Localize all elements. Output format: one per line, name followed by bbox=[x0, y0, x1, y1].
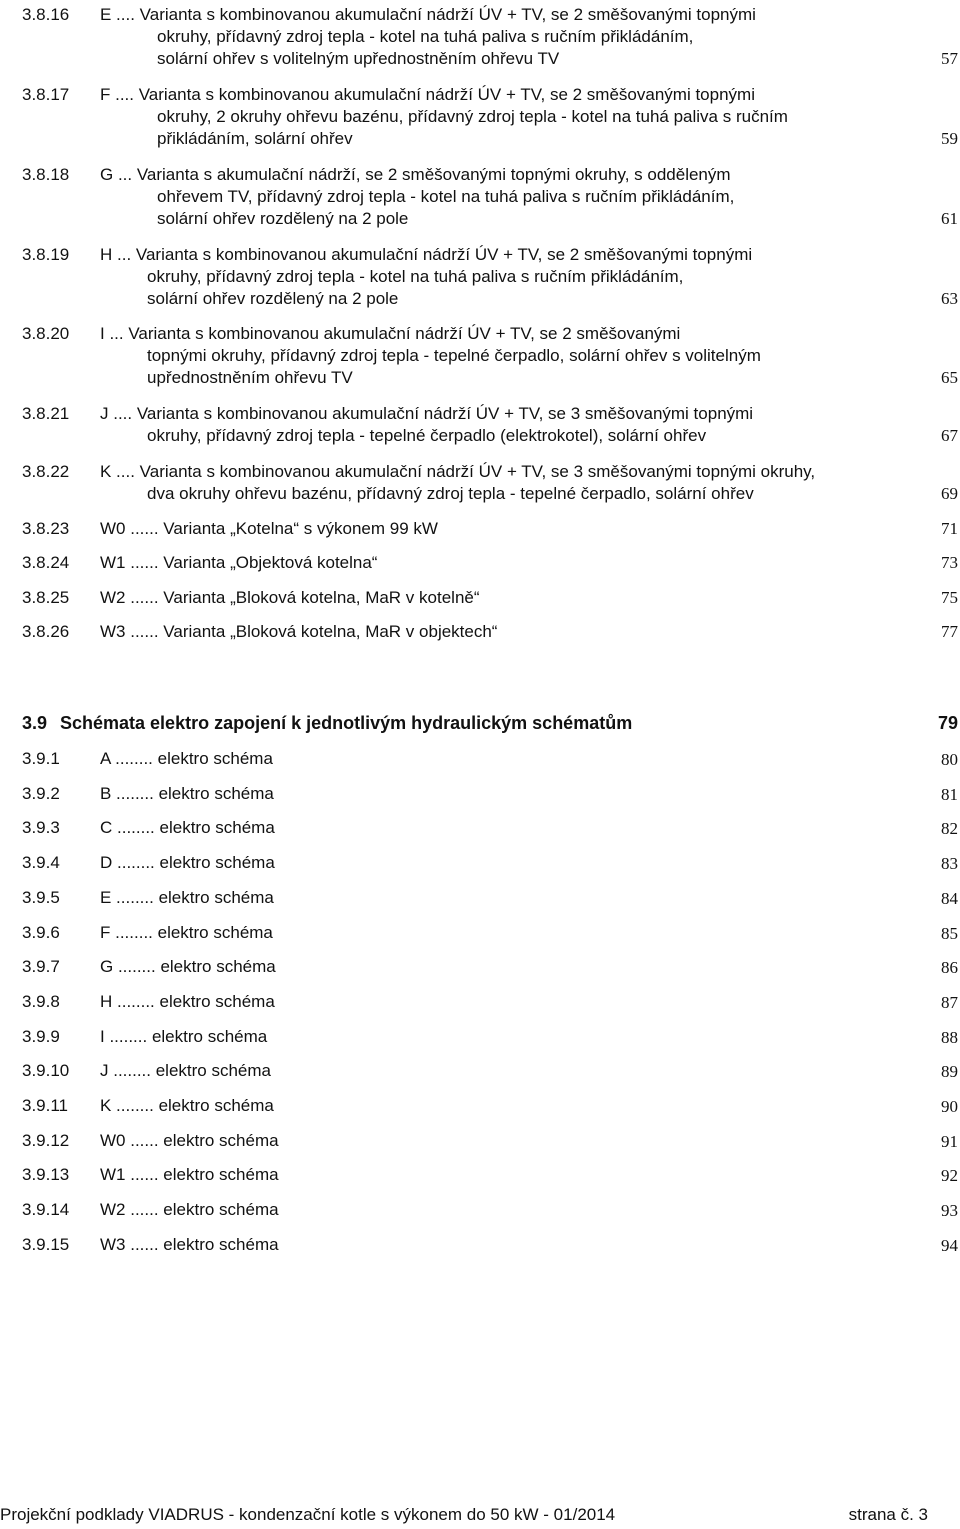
toc-entry-line: solární ohřev rozdělený na 2 pole bbox=[157, 209, 409, 228]
footer-page-number: strana č. 3 bbox=[848, 1505, 928, 1524]
toc-subentry-title: I ........ elektro schéma bbox=[100, 1026, 268, 1046]
toc-entry[interactable] bbox=[22, 244, 958, 310]
toc-entry-line: W3 ...... Varianta „Bloková kotelna, MaR v objektech“ bbox=[100, 622, 498, 641]
section-page-number: 79 bbox=[937, 713, 958, 733]
toc-subentry-number: 3.9.14 bbox=[22, 1200, 70, 1220]
toc-subentry-page-number: 82 bbox=[941, 819, 958, 839]
toc-entry-title bbox=[100, 552, 908, 574]
toc-entry[interactable] bbox=[22, 461, 958, 505]
toc-entry-title bbox=[100, 587, 908, 609]
toc-subentry-number: 3.9.1 bbox=[22, 749, 60, 768]
toc-subentry[interactable] bbox=[22, 1061, 958, 1083]
toc-entry-number: 3.8.25 bbox=[22, 588, 70, 607]
toc-entry-title bbox=[100, 323, 908, 389]
toc-entry-line: upřednostněním ohřevu TV bbox=[147, 368, 353, 387]
toc-subentry-number: 3.9.10 bbox=[22, 1061, 70, 1081]
toc-entry-line: dva okruhy ohřevu bazénu, přídavný zdroj tepla - tepelné čerpadlo, solární ohřev bbox=[147, 484, 754, 503]
toc-subentry[interactable] bbox=[22, 1131, 958, 1153]
toc-subentry[interactable] bbox=[22, 1096, 958, 1118]
toc-entry-page-number: 63 bbox=[941, 289, 958, 308]
toc-entry-number: 3.8.26 bbox=[22, 622, 70, 641]
toc-entry[interactable] bbox=[22, 621, 958, 643]
section-title: Schémata elektro zapojení k jednotlivým hydraulickým schématům bbox=[60, 713, 633, 733]
toc-entry-line: okruhy, 2 okruhy ohřevu bazénu, přídavný zdroj tepla - kotel na tuhá paliva s ručním bbox=[157, 107, 788, 126]
toc-entry[interactable] bbox=[22, 164, 958, 230]
toc-subentry-page-number: 83 bbox=[941, 854, 958, 874]
toc-entry-page-number: 57 bbox=[941, 49, 958, 68]
toc-subentry-page-number: 87 bbox=[941, 992, 958, 1012]
toc-entry-line: J .... Varianta s kombinovanou akumulační nádrží ÚV + TV, se 3 směšovanými topnými bbox=[100, 404, 754, 423]
toc-subentry-page-number: 81 bbox=[941, 784, 958, 804]
toc-subentry-number: 3.9.6 bbox=[22, 922, 60, 942]
toc-subentry-number: 3.9.15 bbox=[22, 1234, 70, 1254]
toc-subentry-title: F ........ elektro schéma bbox=[100, 922, 273, 942]
toc-subentry-title: W1 ...... elektro schéma bbox=[100, 1165, 279, 1185]
toc-subentry-page-number: 88 bbox=[941, 1027, 958, 1047]
toc-subentry-page-number: 85 bbox=[941, 923, 958, 943]
toc-entry[interactable] bbox=[22, 84, 958, 150]
toc-entry-number: 3.8.20 bbox=[22, 324, 70, 343]
toc-subentry-number: 3.9.7 bbox=[22, 957, 60, 977]
toc-subentry-title: D ........ elektro schéma bbox=[100, 853, 275, 873]
toc-entry-page-number: 67 bbox=[941, 426, 958, 445]
toc-entry-number: 3.8.22 bbox=[22, 462, 70, 481]
toc-entry-page-number: 73 bbox=[941, 553, 958, 572]
toc-entry[interactable] bbox=[22, 4, 958, 70]
toc-entry-title bbox=[100, 4, 908, 70]
toc-entry-line: okruhy, přídavný zdroj tepla - tepelné čerpadlo (elektrokotel), solární ohřev bbox=[147, 426, 707, 445]
toc-subentry[interactable] bbox=[22, 992, 958, 1014]
toc-subentry-number: 3.9.13 bbox=[22, 1165, 70, 1185]
toc-entry-number: 3.8.21 bbox=[22, 404, 70, 423]
toc-subentry-page-number: 86 bbox=[941, 958, 958, 978]
toc-subentry-title: W3 ...... elektro schéma bbox=[100, 1234, 279, 1254]
toc-subentry-number: 3.9.9 bbox=[22, 1026, 60, 1046]
toc-subentry-title: H ........ elektro schéma bbox=[100, 991, 275, 1011]
toc-entry-line: F .... Varianta s kombinovanou akumulační nádrží ÚV + TV, se 2 směšovanými topnými bbox=[100, 85, 755, 104]
toc-subentry-title: J ........ elektro schéma bbox=[100, 1061, 272, 1081]
toc-entry-line: okruhy, přídavný zdroj tepla - kotel na tuhá paliva s ručním přikládáním, bbox=[157, 27, 694, 46]
toc-section-heading[interactable] bbox=[22, 713, 958, 737]
toc-entry-title bbox=[100, 84, 908, 150]
toc-entry-line: K .... Varianta s kombinovanou akumulační nádrží ÚV + TV, se 3 směšovanými topnými okruhy, bbox=[100, 462, 816, 481]
toc-subentry-page-number: 94 bbox=[941, 1235, 958, 1255]
toc-entry-line: ohřevem TV, přídavný zdroj tepla - kotel na tuhá paliva s ručním přikládáním, bbox=[157, 187, 735, 206]
toc-subentry-title: W0 ...... elektro schéma bbox=[100, 1130, 279, 1150]
toc-subentry[interactable] bbox=[22, 818, 958, 840]
toc-entry[interactable] bbox=[22, 587, 958, 609]
toc-entry-page-number: 69 bbox=[941, 484, 958, 503]
toc-subentry[interactable] bbox=[22, 888, 958, 910]
toc-entry-line: I ... Varianta s kombinovanou akumulační nádrží ÚV + TV, se 2 směšovanými bbox=[100, 324, 681, 343]
toc-entry-line: W0 ...... Varianta „Kotelna“ s výkonem 99 kW bbox=[100, 519, 438, 538]
toc-entry-page-number: 65 bbox=[941, 368, 958, 387]
toc-entry-title bbox=[100, 164, 908, 230]
toc-subentry-page-number: 92 bbox=[941, 1166, 958, 1186]
toc-subentry-number: 3.9.11 bbox=[22, 1096, 69, 1115]
toc-subentry-number: 3.9.4 bbox=[22, 853, 60, 873]
toc-subentry-number: 3.9.8 bbox=[22, 991, 60, 1011]
toc-subentry-page-number: 93 bbox=[941, 1201, 958, 1221]
toc-subentry-title: B ........ elektro schéma bbox=[100, 783, 274, 803]
toc-entry-number: 3.8.16 bbox=[22, 5, 70, 24]
toc-entry-line: solární ohřev rozdělený na 2 pole bbox=[147, 289, 399, 308]
toc-entry-line: přikládáním, solární ohřev bbox=[157, 129, 353, 148]
toc-entry[interactable] bbox=[22, 323, 958, 389]
toc-entry-line: G ... Varianta s akumulační nádrží, se 2 směšovanými topnými okruhy, s odděleným bbox=[100, 165, 731, 184]
section-number: 3.9 bbox=[22, 713, 48, 733]
toc-entry[interactable] bbox=[22, 518, 958, 540]
toc-subentry[interactable] bbox=[22, 853, 958, 875]
toc-entry-number: 3.8.23 bbox=[22, 519, 70, 538]
toc-subentry-number: 3.9.2 bbox=[22, 783, 60, 803]
toc-entry[interactable] bbox=[22, 552, 958, 574]
toc-entry-line: E .... Varianta s kombinovanou akumulační nádrží ÚV + TV, se 2 směšovanými topnými bbox=[100, 5, 756, 24]
toc-subentry[interactable] bbox=[22, 749, 958, 771]
toc-entry-line: solární ohřev s volitelným upřednostněním ohřevu TV bbox=[157, 49, 560, 68]
toc-subentry-title: C ........ elektro schéma bbox=[100, 818, 275, 838]
toc-subentry[interactable] bbox=[22, 957, 958, 979]
toc-subentry-number: 3.9.3 bbox=[22, 818, 60, 838]
toc-entry-line: H ... Varianta s kombinovanou akumulační nádrží ÚV + TV, se 2 směšovanými topnými bbox=[100, 245, 753, 264]
toc-entry-number: 3.8.19 bbox=[22, 245, 70, 264]
toc-entry-line: topnými okruhy, přídavný zdroj tepla - tepelné čerpadlo, solární ohřev s volitelným bbox=[147, 346, 761, 365]
toc-entry-title bbox=[100, 403, 908, 447]
toc-subentry-page-number: 80 bbox=[941, 750, 958, 769]
footer-text: Projekční podklady VIADRUS - kondenzační kotle s výkonem do 50 kW - 01/2014 bbox=[0, 1505, 616, 1524]
toc-subentry-page-number: 84 bbox=[941, 888, 958, 908]
toc-subentry[interactable] bbox=[22, 923, 958, 945]
toc-subentry[interactable] bbox=[22, 1200, 958, 1222]
toc-subentry[interactable] bbox=[22, 1165, 958, 1187]
toc-entry-line: W1 ...... Varianta „Objektová kotelna“ bbox=[100, 553, 378, 572]
toc-subentry-title: E ........ elektro schéma bbox=[100, 887, 274, 907]
toc-entry-number: 3.8.17 bbox=[22, 85, 70, 104]
toc-subentry-title: A ........ elektro schéma bbox=[100, 749, 273, 768]
toc-entry-title bbox=[100, 244, 908, 310]
toc-entry-page-number: 71 bbox=[941, 519, 958, 538]
toc-subentry-number: 3.9.12 bbox=[22, 1130, 70, 1150]
toc-subentry-number: 3.9.5 bbox=[22, 887, 60, 907]
toc-entry-number: 3.8.18 bbox=[22, 165, 70, 184]
toc-subentry-page-number: 89 bbox=[941, 1062, 958, 1082]
toc-subentry[interactable] bbox=[22, 1235, 958, 1257]
toc-subentry[interactable] bbox=[22, 784, 958, 806]
toc-entry[interactable] bbox=[22, 403, 958, 447]
toc-entry-title bbox=[100, 461, 908, 505]
toc-entry-number: 3.8.24 bbox=[22, 553, 70, 572]
toc-subentry-title: K ........ elektro schéma bbox=[100, 1096, 274, 1115]
toc-subentry-page-number: 90 bbox=[941, 1097, 958, 1116]
toc-entry-line: W2 ...... Varianta „Bloková kotelna, MaR v kotelně“ bbox=[100, 588, 480, 607]
toc-entry-page-number: 77 bbox=[941, 622, 958, 641]
toc-entry-title bbox=[100, 621, 908, 643]
toc-entry-title bbox=[100, 518, 908, 540]
toc-subentry-title: W2 ...... elektro schéma bbox=[100, 1200, 279, 1220]
toc-subentry[interactable] bbox=[22, 1027, 958, 1049]
toc-entry-line: okruhy, přídavný zdroj tepla - kotel na tuhá paliva s ručním přikládáním, bbox=[147, 267, 684, 286]
toc-entry-page-number: 75 bbox=[941, 588, 958, 607]
toc-subentry-page-number: 91 bbox=[941, 1131, 958, 1151]
toc-entry-page-number: 59 bbox=[941, 129, 958, 148]
toc-subentry-title: G ........ elektro schéma bbox=[100, 957, 276, 977]
toc-entry-page-number: 61 bbox=[941, 209, 958, 228]
